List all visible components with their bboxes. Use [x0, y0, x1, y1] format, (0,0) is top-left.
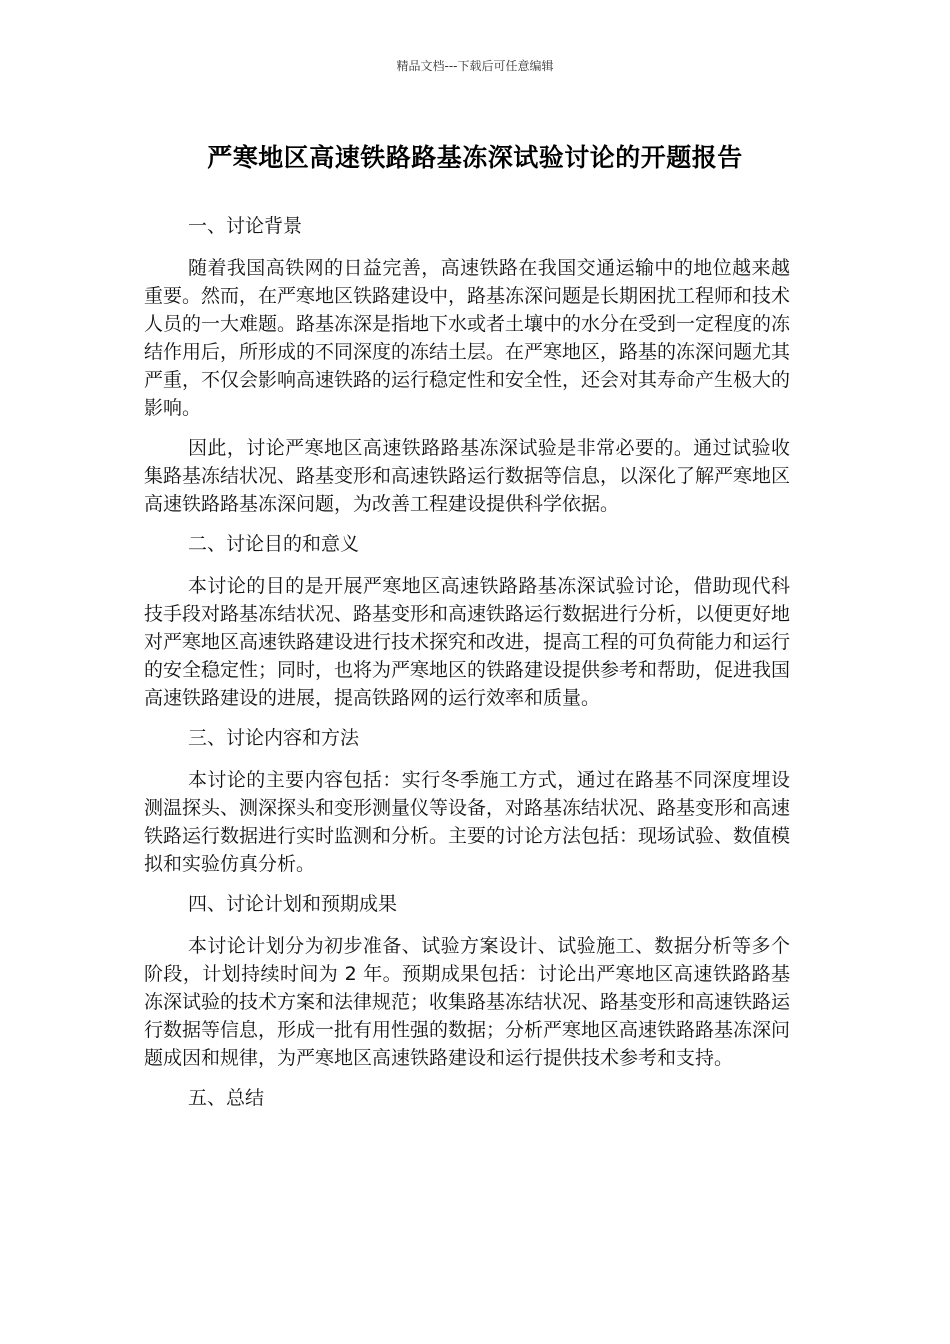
- page-header: 精品文档---下载后可任意编辑: [396, 59, 554, 73]
- section-heading-background: 一、讨论背景: [188, 215, 303, 237]
- section-heading-purpose: 二、讨论目的和意义: [188, 533, 360, 555]
- document-body: [144, 212, 790, 1126]
- section-heading-plan-outcomes: 四、讨论计划和预期成果: [188, 893, 398, 915]
- paragraph: 本讨论计划分为初步准备、试验方案设计、试验施工、数据分析等多个阶段，计划持续时间为 2 年。预期成果包括：讨论出严寒地区高速铁路路基冻深试验的技术方案和法律规范；收集路基冻结状况、路基变形和高速铁路运行数据等信息，形成一批有用性强的数据；分析严寒地区高速铁路路基冻深问题成因和规律，为严寒地区高速铁路建设和运行提供技术参考和支持。: [144, 935, 791, 1069]
- paragraph: 本讨论的主要内容包括：实行冬季施工方式，通过在路基不同深度埋设测温探头、测深探头和变形测量仪等设备，对路基冻结状况、路基变形和高速铁路运行数据进行实时监测和分析。主要的讨论方法包括：现场试验、数值模拟和实验仿真分析。: [144, 769, 791, 875]
- paragraph: 本讨论的目的是开展严寒地区高速铁路路基冻深试验讨论，借助现代科技手段对路基冻结状况、路基变形和高速铁路运行数据进行分析，以便更好地对严寒地区高速铁路建设进行技术探究和改进，提高工程的可负荷能力和运行的安全稳定性；同时，也将为严寒地区的铁路建设提供参考和帮助，促进我国高速铁路建设的进展，提高铁路网的运行效率和质量。: [144, 575, 791, 709]
- document-title: 严寒地区高速铁路路基冻深试验讨论的开题报告: [207, 143, 743, 172]
- paragraph: 随着我国高铁网的日益完善，高速铁路在我国交通运输中的地位越来越重要。然而，在严寒地区铁路建设中，路基冻深问题是长期困扰工程师和技术人员的一大难题。路基冻深是指地下水或者土壤中的水分在受到一定程度的冻结作用后，所形成的不同深度的冻结土层。在严寒地区，路基的冻深问题尤其严重，不仅会影响高速铁路的运行稳定性和安全性，还会对其寿命产生极大的影响。: [144, 257, 791, 419]
- paragraph: 因此，讨论严寒地区高速铁路路基冻深试验是非常必要的。通过试验收集路基冻结状况、路基变形和高速铁路运行数据等信息，以深化了解严寒地区高速铁路路基冻深问题，为改善工程建设提供科学依据。: [144, 437, 791, 515]
- section-heading-summary: 五、总结: [188, 1087, 265, 1109]
- section-heading-content-methods: 三、讨论内容和方法: [188, 727, 360, 749]
